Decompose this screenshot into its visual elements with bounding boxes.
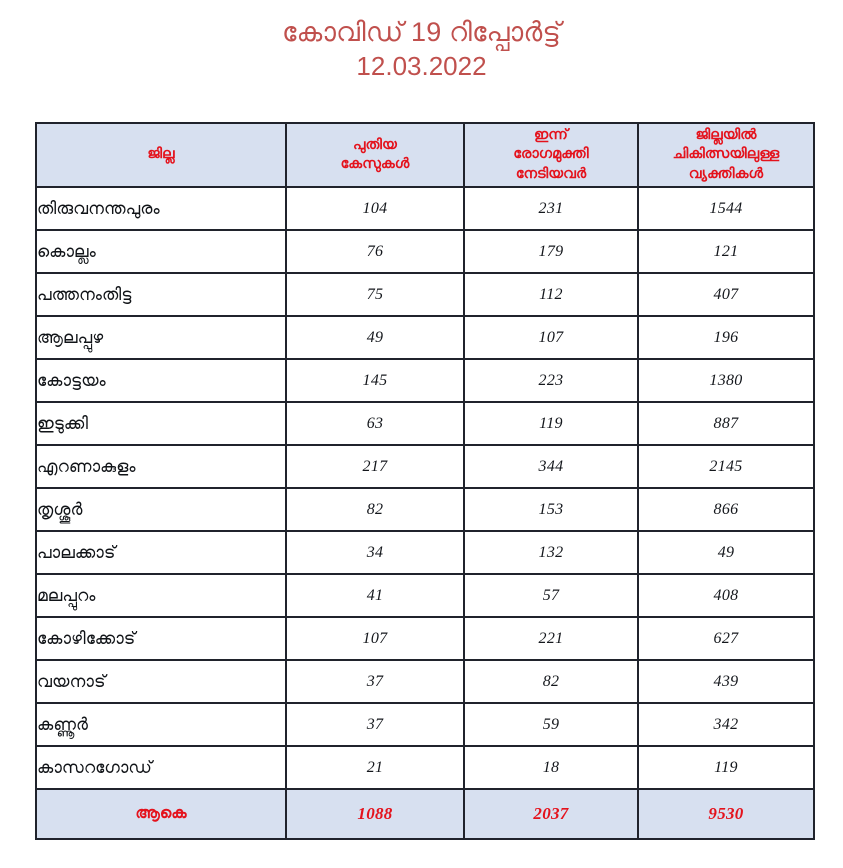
column-header-active-line-1: ജില്ലയിൽ xyxy=(695,127,757,144)
column-header-recovered xyxy=(464,123,638,187)
cell-district: തിരുവനന്തപുരം xyxy=(36,187,286,230)
table-row xyxy=(36,316,814,359)
cell-recovered: 153 xyxy=(464,488,638,531)
table-row xyxy=(36,531,814,574)
cell-new-cases: 37 xyxy=(286,660,464,703)
table-head xyxy=(36,123,814,187)
report-table-wrap xyxy=(35,122,813,840)
cell-new-cases: 75 xyxy=(286,273,464,316)
cell-active: 866 xyxy=(638,488,814,531)
cell-recovered: 57 xyxy=(464,574,638,617)
cell-recovered: 107 xyxy=(464,316,638,359)
cell-active: 1380 xyxy=(638,359,814,402)
title-block xyxy=(0,0,843,83)
cell-active: 887 xyxy=(638,402,814,445)
cell-recovered: 119 xyxy=(464,402,638,445)
cell-active: 342 xyxy=(638,703,814,746)
table-row xyxy=(36,273,814,316)
cell-active: 1544 xyxy=(638,187,814,230)
cell-recovered: 344 xyxy=(464,445,638,488)
column-header-active-line-3: വ്യക്തികൾ xyxy=(688,165,764,182)
cell-active: 408 xyxy=(638,574,814,617)
cell-district: തൃശ്ശൂർ xyxy=(36,488,286,531)
column-header-recovered-line-2: രോഗമുക്തി xyxy=(513,146,589,163)
cell-total-label: ആകെ xyxy=(36,789,286,839)
cell-district: കണ്ണൂർ xyxy=(36,703,286,746)
cell-new-cases: 49 xyxy=(286,316,464,359)
cell-recovered: 82 xyxy=(464,660,638,703)
column-header-recovered-line-1: ഇന്ന് xyxy=(533,127,568,144)
column-header-new-cases xyxy=(286,123,464,187)
table-row xyxy=(36,359,814,402)
cell-active: 196 xyxy=(638,316,814,359)
cell-recovered: 112 xyxy=(464,273,638,316)
table-header-row xyxy=(36,123,814,187)
table-row xyxy=(36,660,814,703)
table-row xyxy=(36,187,814,230)
report-date: 12.03.2022 xyxy=(356,51,487,82)
cell-district: ഇടുക്കി xyxy=(36,402,286,445)
cell-new-cases: 63 xyxy=(286,402,464,445)
column-header-district-line-1: ജില്ല xyxy=(147,146,175,163)
cell-district: കാസറഗോഡ് xyxy=(36,746,286,789)
cell-new-cases: 41 xyxy=(286,574,464,617)
cell-recovered: 179 xyxy=(464,230,638,273)
cell-new-cases: 21 xyxy=(286,746,464,789)
column-header-active-line-2: ചികിത്സയിലുള്ള xyxy=(672,146,780,163)
column-header-district xyxy=(36,123,286,187)
cell-district: കൊല്ലം xyxy=(36,230,286,273)
cell-active: 49 xyxy=(638,531,814,574)
cell-new-cases: 145 xyxy=(286,359,464,402)
cell-active: 2145 xyxy=(638,445,814,488)
cell-active: 439 xyxy=(638,660,814,703)
table-row xyxy=(36,746,814,789)
cell-district: കോഴിക്കോട് xyxy=(36,617,286,660)
cell-active: 627 xyxy=(638,617,814,660)
page-title: കോവിഡ് 19 റിപ്പോർട്ട് xyxy=(282,17,561,47)
cell-district: പത്തനംതിട്ട xyxy=(36,273,286,316)
cell-active: 119 xyxy=(638,746,814,789)
cell-recovered: 221 xyxy=(464,617,638,660)
cell-recovered: 59 xyxy=(464,703,638,746)
cell-district: മലപ്പുറം xyxy=(36,574,286,617)
cell-total-recovered: 2037 xyxy=(464,789,638,839)
table-total-row xyxy=(36,789,814,839)
table-row xyxy=(36,488,814,531)
table-row xyxy=(36,703,814,746)
column-header-recovered-line-3: നേടിയവർ xyxy=(515,165,587,182)
table-row xyxy=(36,230,814,273)
table-row xyxy=(36,617,814,660)
cell-active: 407 xyxy=(638,273,814,316)
covid-report-table xyxy=(35,122,815,840)
column-header-new-cases-line-1: പുതിയ xyxy=(353,136,397,153)
cell-new-cases: 37 xyxy=(286,703,464,746)
table-row xyxy=(36,574,814,617)
cell-recovered: 223 xyxy=(464,359,638,402)
cell-new-cases: 107 xyxy=(286,617,464,660)
cell-recovered: 132 xyxy=(464,531,638,574)
cell-new-cases: 76 xyxy=(286,230,464,273)
cell-new-cases: 217 xyxy=(286,445,464,488)
cell-total-new-cases: 1088 xyxy=(286,789,464,839)
table-body xyxy=(36,187,814,839)
cell-active: 121 xyxy=(638,230,814,273)
cell-recovered: 231 xyxy=(464,187,638,230)
cell-total-active: 9530 xyxy=(638,789,814,839)
cell-district: വയനാട് xyxy=(36,660,286,703)
cell-recovered: 18 xyxy=(464,746,638,789)
table-row xyxy=(36,402,814,445)
cell-new-cases: 104 xyxy=(286,187,464,230)
cell-district: പാലക്കാട് xyxy=(36,531,286,574)
cell-district: കോട്ടയം xyxy=(36,359,286,402)
table-row xyxy=(36,445,814,488)
column-header-active xyxy=(638,123,814,187)
cell-district: ആലപ്പുഴ xyxy=(36,316,286,359)
cell-new-cases: 34 xyxy=(286,531,464,574)
cell-district: എറണാകുളം xyxy=(36,445,286,488)
column-header-new-cases-line-2: കേസുകൾ xyxy=(340,156,410,172)
cell-new-cases: 82 xyxy=(286,488,464,531)
